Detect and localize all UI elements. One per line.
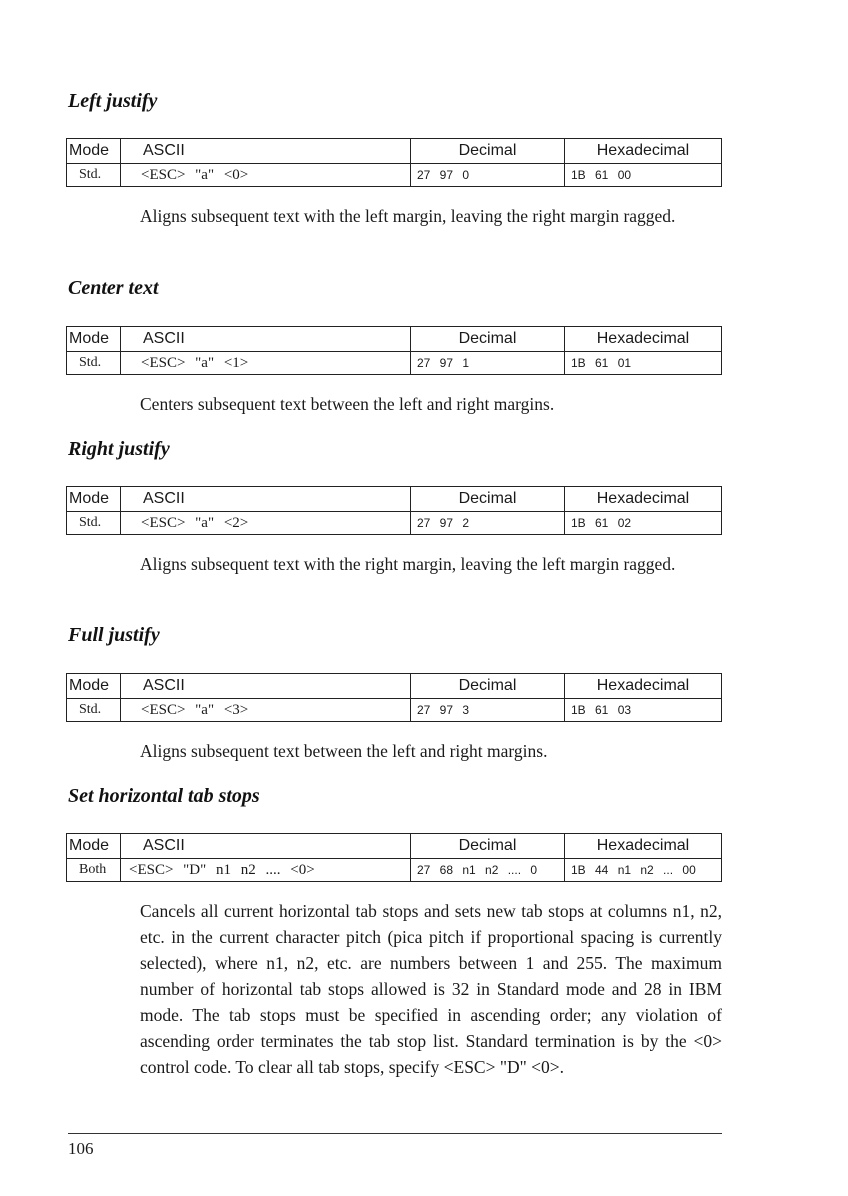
cell-mode: Std. bbox=[67, 699, 121, 722]
table-row bbox=[67, 352, 722, 375]
table-header-row bbox=[67, 327, 722, 352]
header-hexadecimal: Hexadecimal bbox=[565, 674, 722, 699]
cell-hexadecimal: 1B 61 01 bbox=[565, 352, 722, 375]
table-row bbox=[67, 859, 722, 882]
command-table-right-justify bbox=[66, 486, 722, 535]
cell-decimal: 27 97 2 bbox=[411, 512, 565, 535]
table-row bbox=[67, 699, 722, 722]
cell-decimal: 27 97 1 bbox=[411, 352, 565, 375]
header-hexadecimal: Hexadecimal bbox=[565, 327, 722, 352]
table-row bbox=[67, 512, 722, 535]
cell-ascii: <ESC> "a" <3> bbox=[121, 699, 411, 722]
header-decimal: Decimal bbox=[411, 834, 565, 859]
header-decimal: Decimal bbox=[411, 139, 565, 164]
header-mode: Mode bbox=[67, 487, 121, 512]
table-header-row bbox=[67, 487, 722, 512]
command-table-center-text bbox=[66, 326, 722, 375]
cell-ascii: <ESC> "D" n1 n2 .... <0> bbox=[121, 859, 411, 882]
cell-ascii: <ESC> "a" <0> bbox=[121, 164, 411, 187]
footer-rule bbox=[68, 1133, 722, 1134]
header-mode: Mode bbox=[67, 139, 121, 164]
header-decimal: Decimal bbox=[411, 327, 565, 352]
section-heading-center-text: Center text bbox=[68, 277, 159, 299]
header-mode: Mode bbox=[67, 834, 121, 859]
cell-decimal: 27 97 0 bbox=[411, 164, 565, 187]
table-header-row bbox=[67, 834, 722, 859]
cell-hexadecimal: 1B 61 02 bbox=[565, 512, 722, 535]
cell-ascii: <ESC> "a" <2> bbox=[121, 512, 411, 535]
header-ascii: ASCII bbox=[121, 487, 411, 512]
header-mode: Mode bbox=[67, 327, 121, 352]
cell-mode: Std. bbox=[67, 352, 121, 375]
section-description: Aligns subsequent text with the right margin, leaving the left margin ragged. bbox=[140, 554, 676, 574]
section-heading-set-horizontal-tab-stops: Set horizontal tab stops bbox=[68, 785, 260, 807]
header-ascii: ASCII bbox=[121, 674, 411, 699]
section-description: Aligns subsequent text with the left margin, leaving the right margin ragged. bbox=[140, 206, 676, 226]
header-ascii: ASCII bbox=[121, 834, 411, 859]
header-hexadecimal: Hexadecimal bbox=[565, 834, 722, 859]
table-header-row bbox=[67, 139, 722, 164]
section-description: Cancels all current horizontal tab stops and sets new tab stops at columns n1, n2, etc. in the current character pitch (pica pitch if proportional spacing is currently selected), where n1, n2, etc. are numbers between 1 and 255. The maximum number of horizontal tab stops allowed is 32 in Standard mode and 28 in IBM mode. The tab stops must be specified in ascending order; any violation of ascending order terminates the tab stop list. Standard termination is by the <0> control code. To clear all tab stops, specify <ESC> "D" <0>. bbox=[140, 901, 722, 1077]
command-table-left-justify bbox=[66, 138, 722, 187]
table-row bbox=[67, 164, 722, 187]
cell-mode: Std. bbox=[67, 164, 121, 187]
header-decimal: Decimal bbox=[411, 487, 565, 512]
cell-decimal: 27 68 n1 n2 .... 0 bbox=[411, 859, 565, 882]
page-number: 106 bbox=[68, 1139, 94, 1158]
section-description: Centers subsequent text between the left and right margins. bbox=[140, 394, 555, 414]
cell-mode: Std. bbox=[67, 512, 121, 535]
header-ascii: ASCII bbox=[121, 139, 411, 164]
cell-decimal: 27 97 3 bbox=[411, 699, 565, 722]
section-heading-left-justify: Left justify bbox=[68, 90, 158, 112]
command-table-set-horizontal-tab-stops bbox=[66, 833, 722, 882]
section-heading-full-justify: Full justify bbox=[68, 624, 160, 646]
command-table-full-justify bbox=[66, 673, 722, 722]
table-header-row bbox=[67, 674, 722, 699]
section-heading-right-justify: Right justify bbox=[68, 438, 170, 460]
cell-ascii: <ESC> "a" <1> bbox=[121, 352, 411, 375]
cell-mode: Both bbox=[67, 859, 121, 882]
cell-hexadecimal: 1B 61 03 bbox=[565, 699, 722, 722]
cell-hexadecimal: 1B 61 00 bbox=[565, 164, 722, 187]
header-mode: Mode bbox=[67, 674, 121, 699]
header-decimal: Decimal bbox=[411, 674, 565, 699]
header-hexadecimal: Hexadecimal bbox=[565, 487, 722, 512]
header-hexadecimal: Hexadecimal bbox=[565, 139, 722, 164]
cell-hexadecimal: 1B 44 n1 n2 ... 00 bbox=[565, 859, 722, 882]
header-ascii: ASCII bbox=[121, 327, 411, 352]
section-description: Aligns subsequent text between the left and right margins. bbox=[140, 741, 548, 761]
